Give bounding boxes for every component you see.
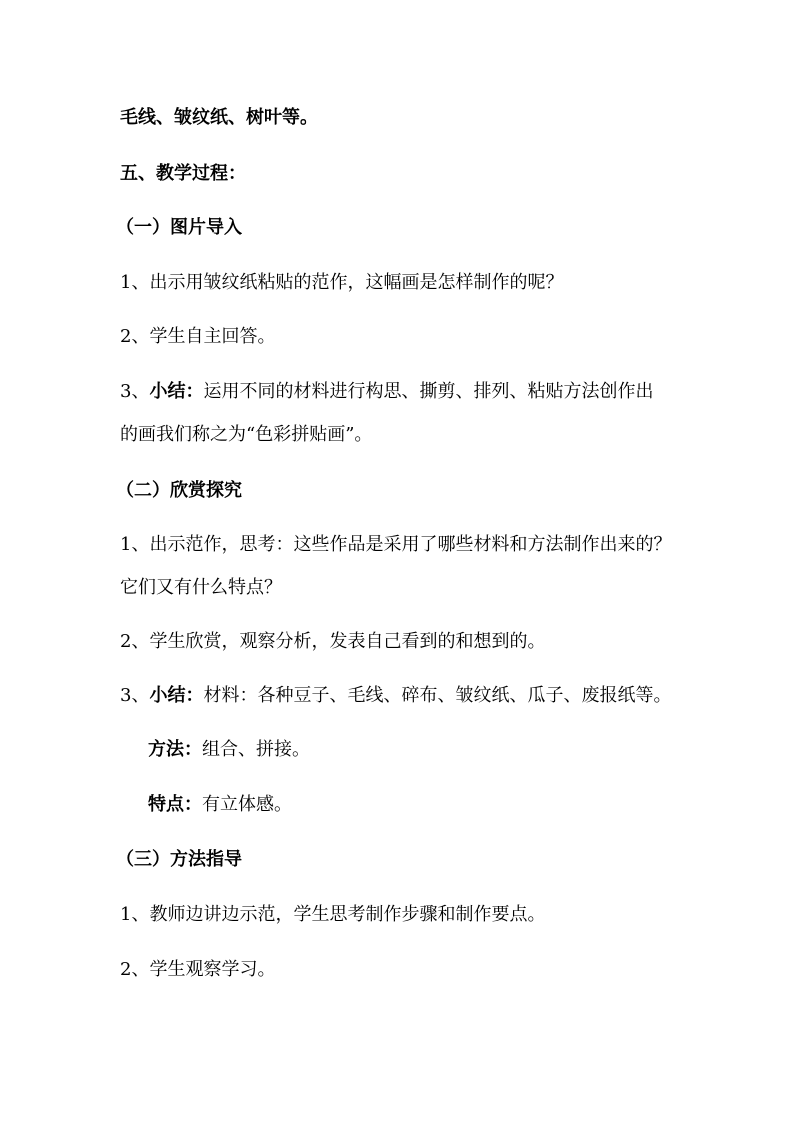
item-number: 3、 xyxy=(120,685,150,706)
paragraph-line xyxy=(120,423,680,447)
paragraph-line xyxy=(120,903,680,927)
line-text: 的画我们称之为“色彩拼贴画”。 xyxy=(120,424,373,445)
line-text: 运用不同的材料进行构思、撕剪、排列、粘贴方法创作出 xyxy=(203,381,654,402)
line-text: 组合、拼接。 xyxy=(202,739,310,760)
subsection-heading-3 xyxy=(116,848,676,872)
summary-label: 小结： xyxy=(149,685,204,706)
summary-label: 小结： xyxy=(149,381,204,402)
summary-line xyxy=(120,380,680,404)
method-line xyxy=(148,738,708,762)
line-text: 材料：各种豆子、毛线、碎布、皱纹纸、瓜子、废报纸等。 xyxy=(203,685,672,706)
line-text: 1、出示范作，思考：这些作品是采用了哪些材料和方法制作出来的？ xyxy=(120,534,672,555)
line-text: 有立体感。 xyxy=(202,794,292,815)
heading-text: （二）欣赏探究 xyxy=(116,480,242,501)
paragraph-line xyxy=(120,533,680,557)
heading-text: （一）图片导入 xyxy=(116,217,242,238)
line-text: 它们又有什么特点？ xyxy=(120,577,282,598)
line-text: 毛线、皱纹纸、树叶等。 xyxy=(120,107,318,128)
line-text: 2、学生观察学习。 xyxy=(120,959,276,980)
paragraph-line xyxy=(120,958,680,982)
subsection-heading-1 xyxy=(116,216,676,240)
subsection-heading-2 xyxy=(116,479,676,503)
materials-continuation xyxy=(120,106,680,130)
line-text: 2、学生欣赏，观察分析，发表自己看到的和想到的。 xyxy=(120,631,546,652)
paragraph-line xyxy=(120,576,680,600)
paragraph-line xyxy=(120,630,680,654)
feature-label: 特点： xyxy=(148,794,202,815)
summary-line xyxy=(120,684,680,708)
heading-text: （三）方法指导 xyxy=(116,849,242,870)
line-text: 2、学生自主回答。 xyxy=(120,326,276,347)
method-label: 方法： xyxy=(148,739,202,760)
section-heading-teaching-process xyxy=(120,162,680,186)
line-text: 1、出示用皱纹纸粘贴的范作，这幅画是怎样制作的呢？ xyxy=(120,272,564,293)
heading-text: 五、教学过程： xyxy=(120,163,246,184)
line-text: 1、教师边讲边示范，学生思考制作步骤和制作要点。 xyxy=(120,904,546,925)
paragraph-line xyxy=(120,325,680,349)
item-number: 3、 xyxy=(120,381,150,402)
paragraph-line xyxy=(120,271,680,295)
feature-line xyxy=(148,793,708,817)
